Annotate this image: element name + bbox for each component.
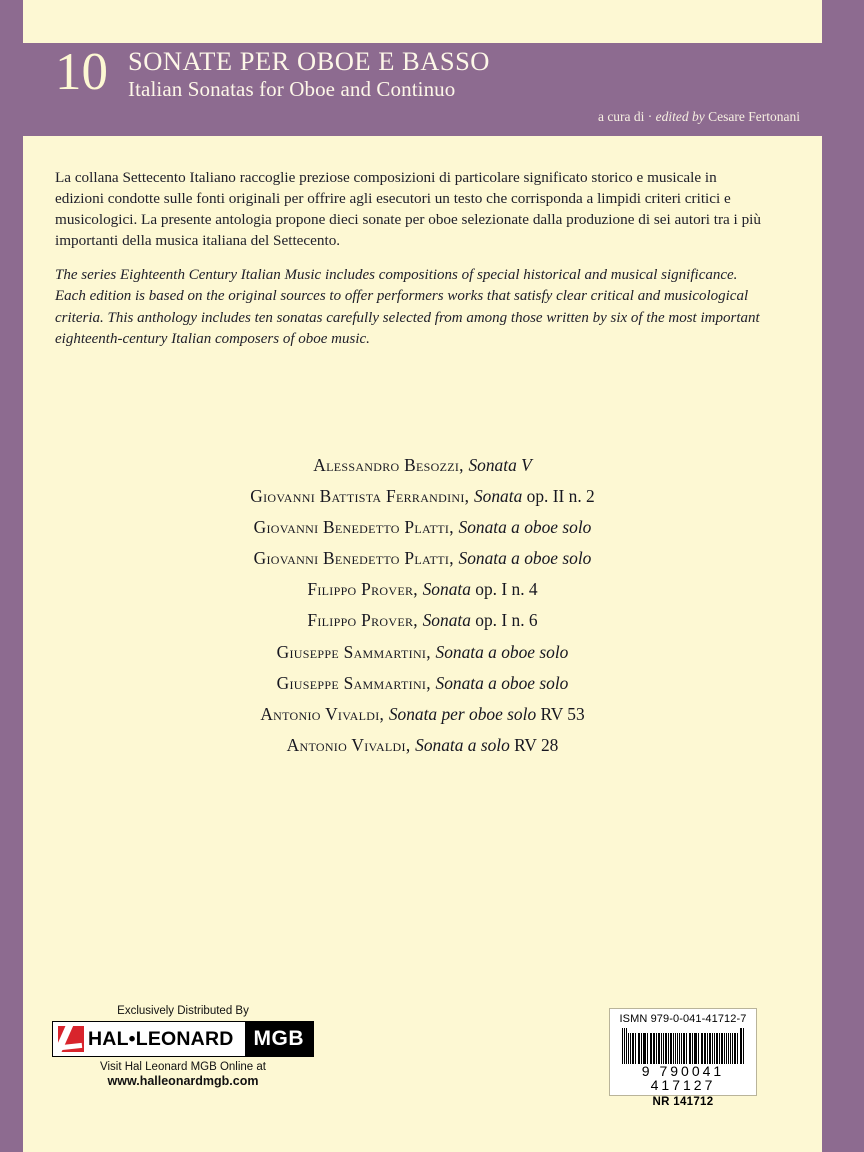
barcode-bar [732, 1033, 733, 1064]
blurb-italian: La collana Settecento Italiano raccoglie preziose composizioni di particolare significato storico e musicale in edizioni condotte sulle fonti originali per offrire agli esecutori un testo che corrisponda a limpidi criteri critici e musicologici. La presente antologia propone dieci sonate per oboe selezionate dalla produzione di sei autori tra i più importanti della musica italiana del Settecento. [55, 169, 761, 250]
page-title: SONATE PER OBOE E BASSO [128, 46, 490, 76]
contents-composer: Giovanni Benedetto Platti, [253, 548, 459, 569]
contents-entry [23, 574, 822, 605]
barcode-bar [737, 1033, 738, 1064]
contents-entry [23, 730, 822, 761]
barcode-bar [730, 1033, 731, 1064]
barcode-bar [628, 1033, 629, 1064]
contents-work-title: Sonata per oboe solo [388, 703, 537, 724]
barcode-bar [694, 1033, 695, 1064]
barcode-bar [656, 1033, 657, 1064]
barcode-bar [651, 1033, 652, 1064]
barcode-bar [673, 1033, 674, 1064]
barcode-bar [717, 1033, 718, 1064]
barcode-bar [639, 1033, 640, 1064]
barcode-bar [670, 1033, 672, 1064]
barcode-bar [734, 1033, 736, 1064]
contents-work-title: Sonata [473, 486, 523, 507]
contents-work-suffix: RV 53 [536, 703, 585, 724]
contents-entry [23, 512, 822, 543]
credit-edited-by: edited by [655, 109, 705, 124]
barcode-bar [701, 1033, 702, 1064]
barcode-bar [692, 1033, 693, 1064]
barcode-bar [635, 1033, 636, 1064]
contents-work-title: Sonata V [468, 455, 532, 475]
credit-editor-name: Cesare Fertonani [704, 109, 800, 124]
blurb-english: The series Eighteenth Century Italian Music includes compositions of special historical and musical significance. Each edition is based on the original sources to offer performers works that satisfy clear critical and musicological criteria. This anthology includes ten sonatas carefully selected from among those written by six of the most important eighteenth-century Italian composers of oboe music. [55, 267, 760, 348]
barcode-bar [650, 1033, 651, 1064]
distributor-caption: Exclusively Distributed By [117, 1005, 249, 1017]
barcode-bar [726, 1033, 727, 1064]
barcode-bar [719, 1033, 720, 1064]
contents-work-title: Sonata a oboe solo [435, 672, 569, 693]
ismn-text: ISMN 979-0-041-41712-7 [619, 1013, 747, 1025]
barcode-bar [709, 1033, 711, 1064]
barcode-bar [698, 1033, 699, 1064]
hal-leonard-wordmark: HAL•LEONARD [88, 1027, 234, 1050]
barcode-bar [683, 1033, 685, 1064]
barcode-bar [624, 1028, 625, 1064]
barcode-block [609, 1008, 757, 1108]
title-block [128, 48, 490, 101]
distributor-visit-text: Visit Hal Leonard MGB Online at [100, 1061, 266, 1073]
barcode-bar [704, 1033, 705, 1064]
hal-leonard-mark-icon [58, 1026, 84, 1052]
barcode-bar [741, 1028, 742, 1064]
barcode-bar [638, 1033, 639, 1064]
contents-composer: Filippo Prover, [307, 579, 423, 600]
hal-leonard-logo-left [53, 1022, 245, 1056]
barcode-bar [653, 1033, 654, 1064]
barcode-catalog-code: NR 141712 [652, 1096, 714, 1108]
barcode-bar [647, 1033, 648, 1064]
contents-work-title: Sonata a oboe solo [458, 548, 592, 569]
barcode-bars [622, 1028, 745, 1064]
contents-work-title: Sonata a oboe solo [458, 517, 592, 538]
hal-leonard-mgb-logo [52, 1021, 314, 1057]
contents-work-suffix: op. II n. 2 [522, 486, 595, 507]
barcode-bar [740, 1028, 741, 1064]
barcode-bar [677, 1033, 678, 1064]
contents-composer: Giuseppe Sammartini, [276, 672, 436, 693]
contents-entry [23, 481, 822, 512]
header-band [0, 43, 864, 136]
barcode-bar [689, 1033, 690, 1064]
barcode-bar [679, 1033, 680, 1064]
contents-list [23, 450, 822, 761]
barcode-bar [665, 1033, 666, 1064]
contents-composer: Giuseppe Sammartini, [276, 641, 436, 662]
barcode-bar [702, 1033, 703, 1064]
contents-composer: Antonio Vivaldi, [286, 734, 416, 755]
barcode-bar [675, 1033, 676, 1064]
contents-composer: Giovanni Benedetto Platti, [253, 517, 459, 538]
sonata-count-number: 10 [55, 43, 108, 101]
barcode-bar [626, 1028, 627, 1064]
barcode-bar [644, 1033, 646, 1064]
barcode-bar [712, 1033, 713, 1064]
contents-work-title: Sonata a solo [415, 734, 510, 755]
contents-work-suffix: RV 28 [509, 734, 559, 755]
barcode-bar [666, 1033, 667, 1064]
contents-entry [23, 543, 822, 574]
distributor-url: www.halleonardmgb.com [107, 1074, 259, 1088]
barcode-bar [714, 1033, 715, 1064]
contents-work-title: Sonata a oboe solo [435, 641, 569, 662]
contents-composer: Giovanni Battista Ferrandini, [250, 486, 474, 507]
barcode-bar [632, 1033, 634, 1064]
barcode-bar [668, 1033, 669, 1064]
contents-composer: Filippo Prover, [307, 610, 423, 631]
distributor-block [52, 1005, 314, 1088]
page-subtitle: Italian Sonatas for Oboe and Continuo [128, 76, 456, 101]
contents-entry [23, 699, 822, 730]
barcode-bar [728, 1033, 729, 1064]
credit-prefix: a cura di · [597, 109, 656, 124]
contents-composer: Antonio Vivaldi, [260, 703, 389, 724]
contents-composer: Alessandro Besozzi, [313, 455, 469, 475]
barcode-bar [658, 1033, 660, 1064]
barcode-bar [630, 1033, 631, 1064]
barcode-bar [743, 1028, 744, 1064]
barcode-bar [641, 1033, 642, 1064]
editor-credit [598, 109, 800, 125]
barcode-bar [690, 1033, 691, 1064]
contents-work-title: Sonata [422, 579, 471, 600]
contents-work-title: Sonata [422, 610, 471, 631]
barcode-bar [695, 1033, 697, 1064]
barcode-digits: 9 790041 417127 [641, 1063, 725, 1093]
barcode-bar [663, 1033, 664, 1064]
contents-entry [23, 637, 822, 668]
barcode-bar [681, 1033, 682, 1064]
contents-work-suffix: op. I n. 4 [470, 579, 538, 600]
barcode-bar [643, 1033, 644, 1064]
barcode-bar [622, 1028, 623, 1064]
barcode-bar [661, 1033, 662, 1064]
barcode-bar [716, 1033, 717, 1064]
barcode-bar [721, 1033, 723, 1064]
barcode-bar [724, 1033, 725, 1064]
contents-entry [23, 450, 822, 481]
barcode-bar [686, 1033, 687, 1064]
header-inner [55, 43, 822, 136]
mgb-wordmark: MGB [245, 1022, 314, 1056]
contents-work-suffix: op. I n. 6 [470, 610, 538, 631]
barcode-bar [707, 1033, 708, 1064]
contents-entry [23, 605, 822, 636]
contents-entry [23, 668, 822, 699]
